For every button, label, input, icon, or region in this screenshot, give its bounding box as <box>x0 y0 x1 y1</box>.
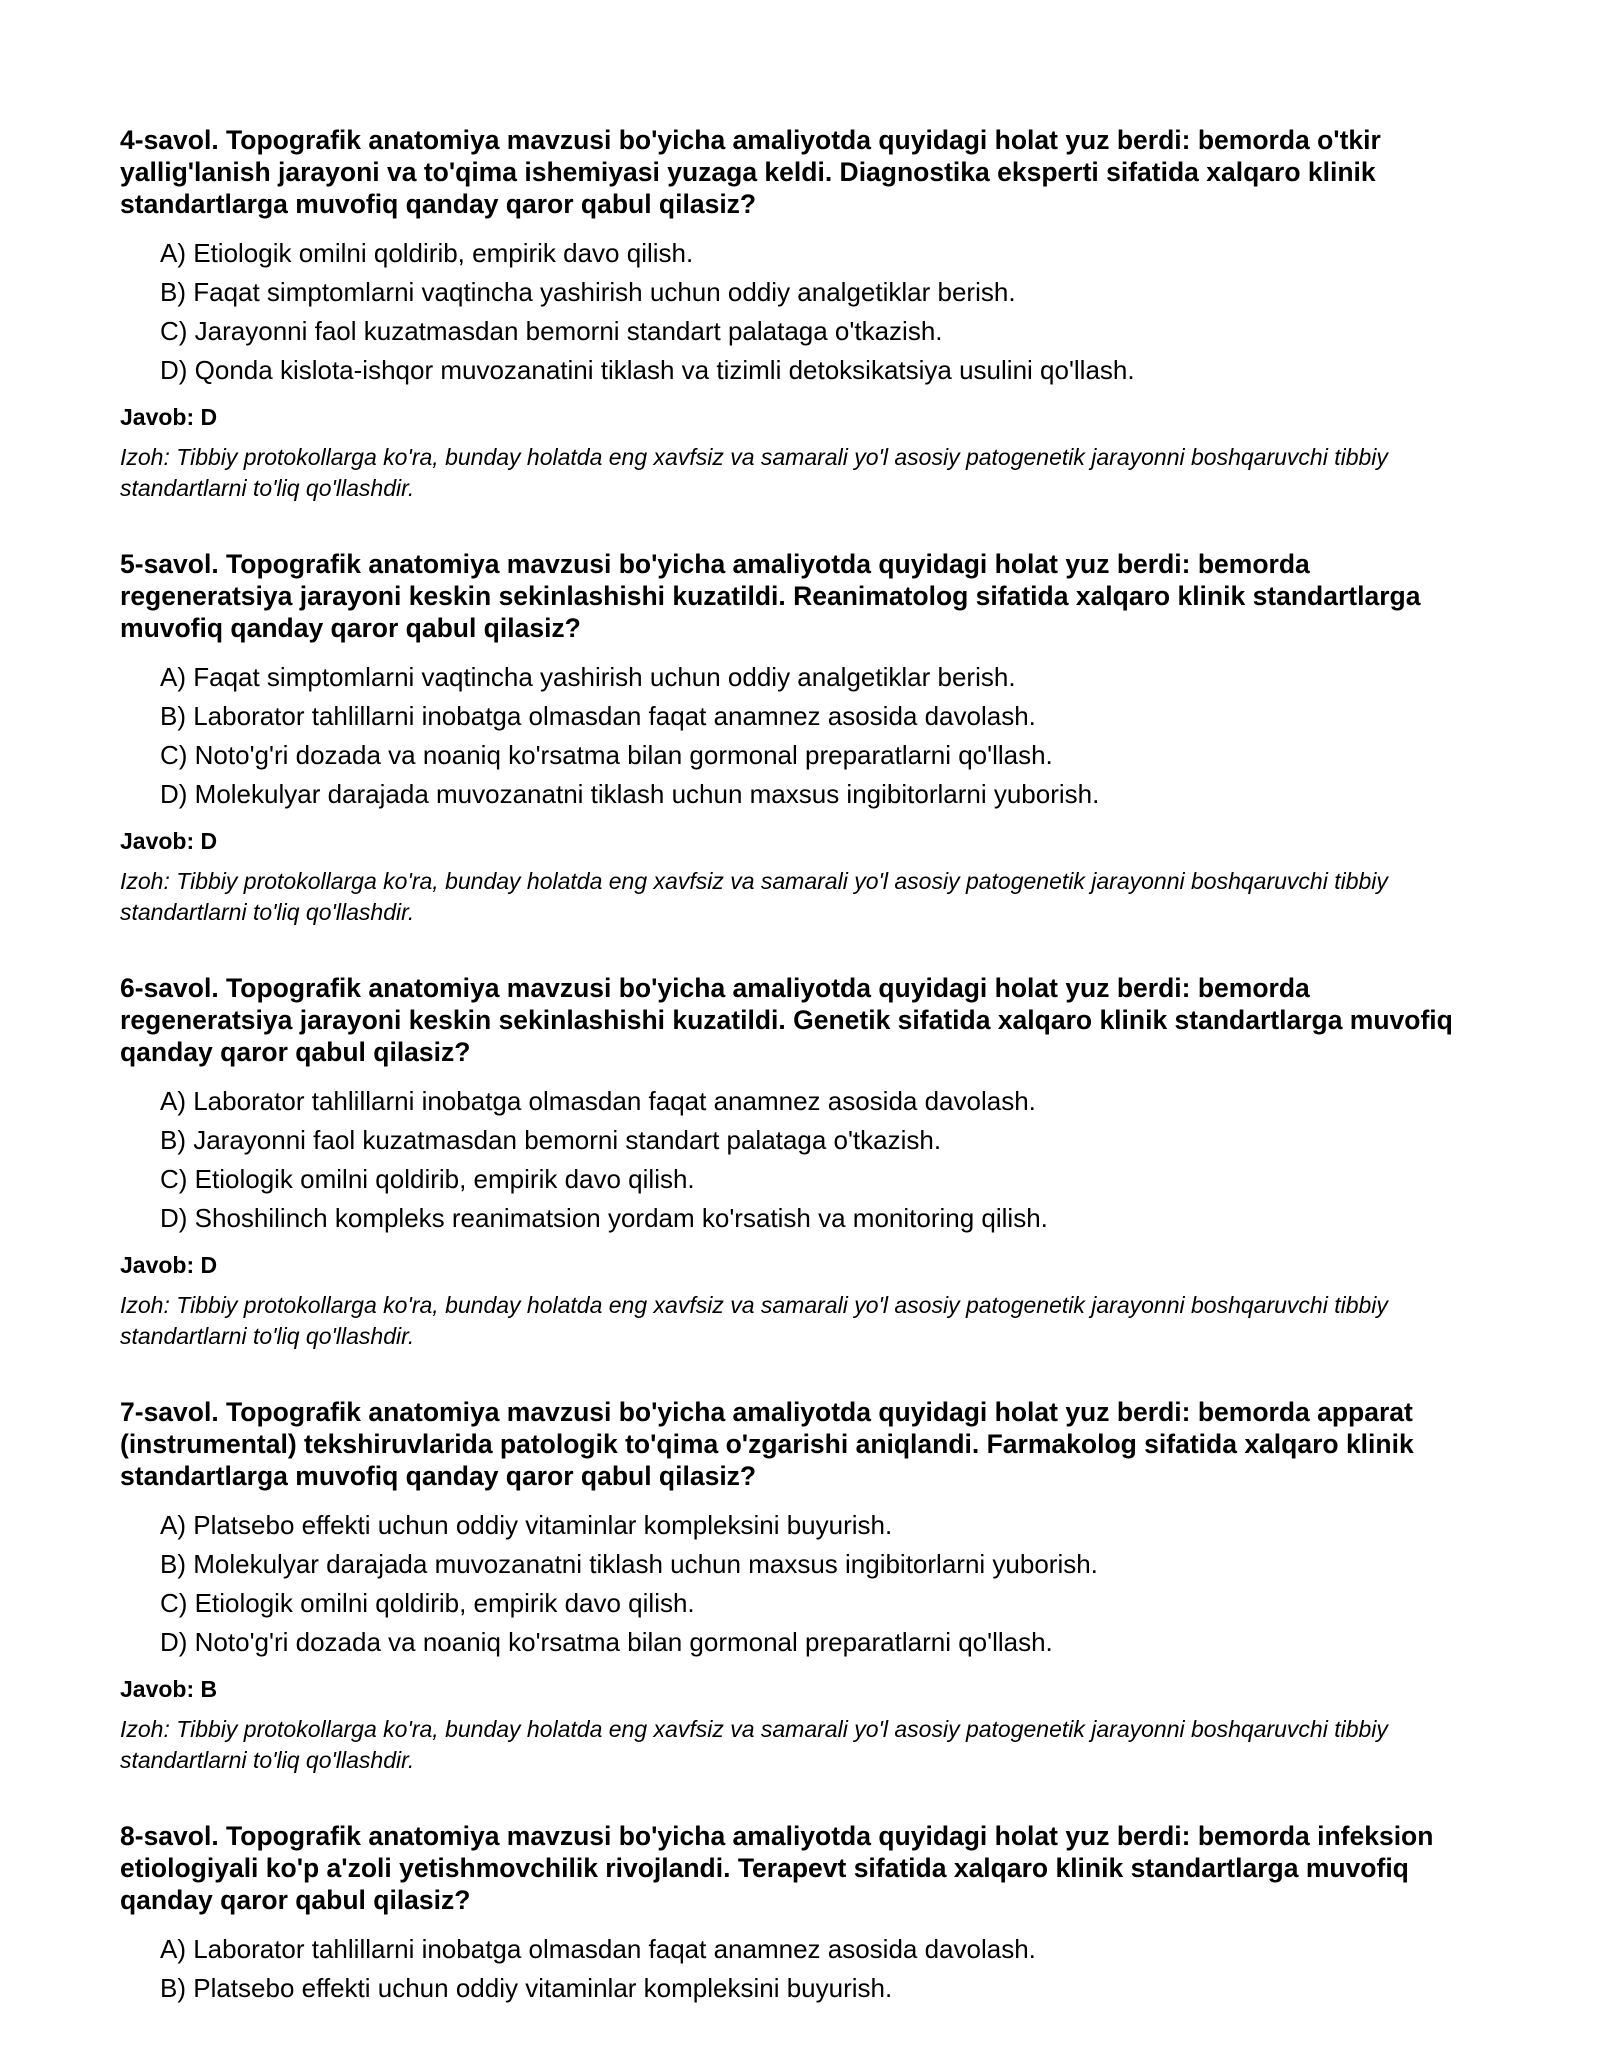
options-list <box>120 1506 1480 1662</box>
option-a: A) Etiologik omilni qoldirib, empirik davo qilish. <box>160 238 694 268</box>
question-7 <box>120 1396 1480 1776</box>
explanation: Izoh: Tibbiy protokollarga ko'ra, bunday holatda eng xavfsiz va samarali yo'l asosiy patogenetik jarayonni boshqaruvchi tibbiy standartlarni to'liq qo'llashdir. <box>120 1716 1388 1773</box>
option-b: B) Laborator tahlillarni inobatga olmasdan faqat anamnez asosida davolash. <box>160 701 1036 731</box>
options-list <box>120 234 1480 390</box>
option-b: B) Platsebo effekti uchun oddiy vitaminlar kompleksini buyurish. <box>160 1973 893 2003</box>
question-6 <box>120 972 1480 1352</box>
option-c: C) Etiologik omilni qoldirib, empirik davo qilish. <box>160 1164 695 1194</box>
question-text: 4-savol. Topografik anatomiya mavzusi bo'yicha amaliyotda quyidagi holat yuz berdi: bemorda o'tkir yallig'lanish jarayoni va to'qima ishemiyasi yuzaga keldi. Diagnostika eksperti sifatida xalqaro klinik standartlarga muvofiq qanday qaror qabul qilasiz? <box>120 125 1381 219</box>
option-a: A) Laborator tahlillarni inobatga olmasdan faqat anamnez asosida davolash. <box>160 1934 1036 1964</box>
answer: Javob: D <box>120 828 218 854</box>
explanation: Izoh: Tibbiy protokollarga ko'ra, bunday holatda eng xavfsiz va samarali yo'l asosiy patogenetik jarayonni boshqaruvchi tibbiy standartlarni to'liq qo'llashdir. <box>120 444 1388 501</box>
answer: Javob: D <box>120 404 218 430</box>
question-text: 5-savol. Topografik anatomiya mavzusi bo'yicha amaliyotda quyidagi holat yuz berdi: bemorda regeneratsiya jarayoni keskin sekinlashishi kuzatildi. Reanimatolog sifatida xalqaro klinik standartlarga muvofiq qanday qaror qabul qilasiz? <box>120 549 1421 643</box>
options-list <box>120 1082 1480 1238</box>
option-b: B) Jarayonni faol kuzatmasdan bemorni standart palataga o'tkazish. <box>160 1125 942 1155</box>
question-8 <box>120 1820 1480 2008</box>
options-list <box>120 1930 1480 2008</box>
answer: Javob: D <box>120 1252 218 1278</box>
explanation: Izoh: Tibbiy protokollarga ko'ra, bunday holatda eng xavfsiz va samarali yo'l asosiy patogenetik jarayonni boshqaruvchi tibbiy standartlarni to'liq qo'llashdir. <box>120 1292 1388 1349</box>
option-a: A) Platsebo effekti uchun oddiy vitaminlar kompleksini buyurish. <box>160 1510 893 1540</box>
question-text: 7-savol. Topografik anatomiya mavzusi bo'yicha amaliyotda quyidagi holat yuz berdi: bemorda apparat (instrumental) tekshiruvlarida patologik to'qima o'zgarishi aniqlandi. Farmakolog sifatida xalqaro klinik standartlarga muvofiq qanday qaror qabul qilasiz? <box>120 1397 1414 1491</box>
option-c: C) Noto'g'ri dozada va noaniq ko'rsatma bilan gormonal preparatlarni qo'llash. <box>160 740 1053 770</box>
option-d: D) Molekulyar darajada muvozanatni tiklash uchun maxsus ingibitorlarni yuborish. <box>160 779 1100 809</box>
option-d: D) Shoshilinch kompleks reanimatsion yordam ko'rsatish va monitoring qilish. <box>160 1203 1048 1233</box>
question-text: 6-savol. Topografik anatomiya mavzusi bo'yicha amaliyotda quyidagi holat yuz berdi: bemorda regeneratsiya jarayoni keskin sekinlashishi kuzatildi. Genetik sifatida xalqaro klinik standartlarga muvofiq qanday qaror qabul qilasiz? <box>120 973 1453 1067</box>
option-b: B) Molekulyar darajada muvozanatni tiklash uchun maxsus ingibitorlarni yuborish. <box>160 1549 1098 1579</box>
option-a: A) Laborator tahlillarni inobatga olmasdan faqat anamnez asosida davolash. <box>160 1086 1036 1116</box>
question-5 <box>120 548 1480 928</box>
question-4 <box>120 124 1480 504</box>
option-d: D) Qonda kislota-ishqor muvozanatini tiklash va tizimli detoksikatsiya usulini qo'llash. <box>160 355 1135 385</box>
question-text: 8-savol. Topografik anatomiya mavzusi bo'yicha amaliyotda quyidagi holat yuz berdi: bemorda infeksion etiologiyali ko'p a'zoli yetishmovchilik rivojlandi. Terapevt sifatida xalqaro klinik standartlarga muvofiq qanday qaror qabul qilasiz? <box>120 1821 1434 1915</box>
explanation: Izoh: Tibbiy protokollarga ko'ra, bunday holatda eng xavfsiz va samarali yo'l asosiy patogenetik jarayonni boshqaruvchi tibbiy standartlarni to'liq qo'llashdir. <box>120 868 1388 925</box>
option-d: D) Noto'g'ri dozada va noaniq ko'rsatma bilan gormonal preparatlarni qo'llash. <box>160 1627 1053 1657</box>
option-c: C) Jarayonni faol kuzatmasdan bemorni standart palataga o'tkazish. <box>160 316 943 346</box>
option-b: B) Faqat simptomlarni vaqtincha yashirish uchun oddiy analgetiklar berish. <box>160 277 1016 307</box>
options-list <box>120 658 1480 814</box>
option-c: C) Etiologik omilni qoldirib, empirik davo qilish. <box>160 1588 695 1618</box>
answer: Javob: B <box>120 1676 218 1702</box>
option-a: A) Faqat simptomlarni vaqtincha yashirish uchun oddiy analgetiklar berish. <box>160 662 1016 692</box>
